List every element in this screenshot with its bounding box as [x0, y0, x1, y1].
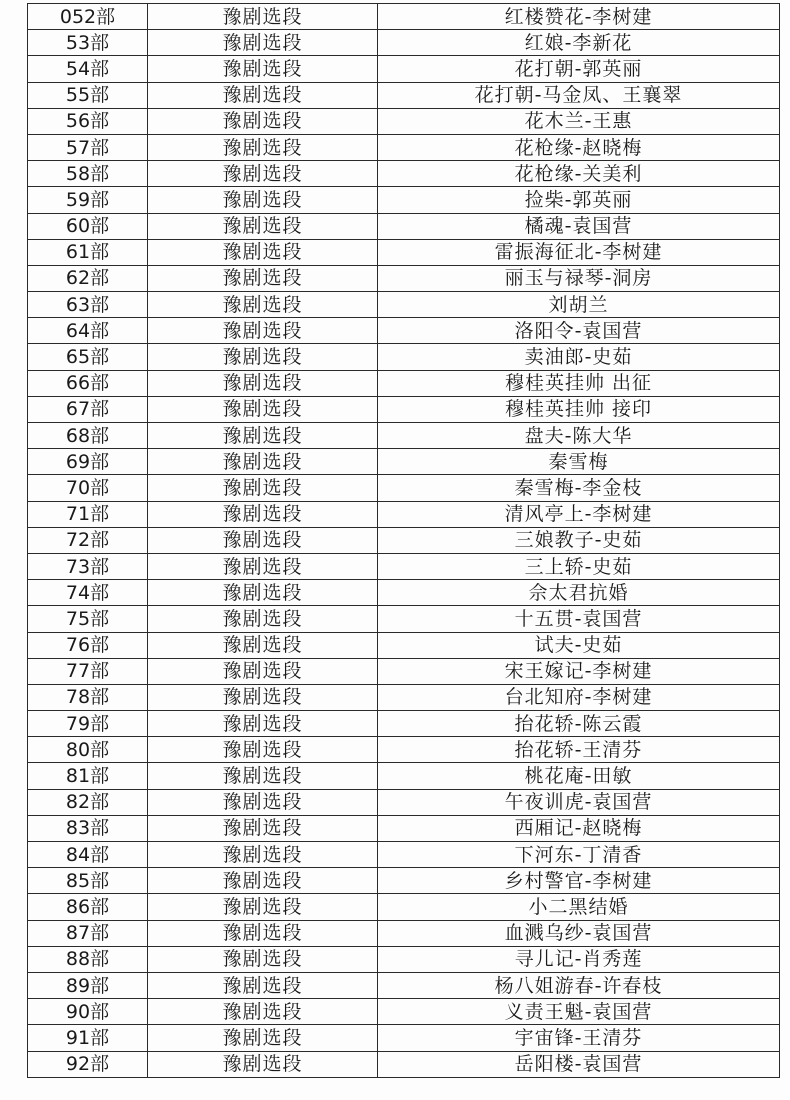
title-cell: 三娘教子-史茹 — [378, 527, 780, 553]
table-row — [28, 423, 780, 449]
title-cell: 十五贯-袁国营 — [378, 606, 780, 632]
table-row — [28, 946, 780, 972]
genre-cell: 豫剧选段 — [148, 475, 378, 501]
part-number-cell: 74部 — [28, 580, 148, 606]
genre-cell: 豫剧选段 — [148, 30, 378, 56]
part-number-cell: 84部 — [28, 842, 148, 868]
genre-cell: 豫剧选段 — [148, 946, 378, 972]
genre-cell: 豫剧选段 — [148, 658, 378, 684]
part-number-cell: 58部 — [28, 161, 148, 187]
title-cell: 花打朝-马金凤、王襄翠 — [378, 82, 780, 108]
table-row — [28, 161, 780, 187]
title-cell: 血溅乌纱-袁国营 — [378, 920, 780, 946]
table-row — [28, 999, 780, 1025]
table-row — [28, 370, 780, 396]
title-cell: 清风亭上-李树建 — [378, 501, 780, 527]
part-number-cell: 59部 — [28, 187, 148, 213]
title-cell: 下河东-丁清香 — [378, 842, 780, 868]
table-row — [28, 56, 780, 82]
genre-cell: 豫剧选段 — [148, 711, 378, 737]
genre-cell: 豫剧选段 — [148, 789, 378, 815]
table-row — [28, 213, 780, 239]
table-row — [28, 894, 780, 920]
part-number-cell: 60部 — [28, 213, 148, 239]
part-number-cell: 82部 — [28, 789, 148, 815]
title-cell: 试夫-史茹 — [378, 632, 780, 658]
part-number-cell: 69部 — [28, 449, 148, 475]
genre-cell: 豫剧选段 — [148, 580, 378, 606]
table-row — [28, 239, 780, 265]
genre-cell: 豫剧选段 — [148, 763, 378, 789]
genre-cell: 豫剧选段 — [148, 1051, 378, 1077]
genre-cell: 豫剧选段 — [148, 737, 378, 763]
title-cell: 杨八姐游春-许春枝 — [378, 972, 780, 998]
table-row — [28, 265, 780, 291]
genre-cell: 豫剧选段 — [148, 606, 378, 632]
genre-cell: 豫剧选段 — [148, 187, 378, 213]
part-number-cell: 79部 — [28, 711, 148, 737]
genre-cell: 豫剧选段 — [148, 894, 378, 920]
genre-cell: 豫剧选段 — [148, 239, 378, 265]
title-cell: 义责王魁-袁国营 — [378, 999, 780, 1025]
part-number-cell: 83部 — [28, 815, 148, 841]
genre-cell: 豫剧选段 — [148, 161, 378, 187]
title-cell: 刘胡兰 — [378, 292, 780, 318]
genre-cell: 豫剧选段 — [148, 1025, 378, 1051]
table-row — [28, 527, 780, 553]
title-cell: 洛阳令-袁国营 — [378, 318, 780, 344]
genre-cell: 豫剧选段 — [148, 999, 378, 1025]
table-row — [28, 632, 780, 658]
part-number-cell: 87部 — [28, 920, 148, 946]
table-row — [28, 868, 780, 894]
table-row — [28, 82, 780, 108]
table-row — [28, 684, 780, 710]
genre-cell: 豫剧选段 — [148, 527, 378, 553]
part-number-cell: 81部 — [28, 763, 148, 789]
genre-cell: 豫剧选段 — [148, 82, 378, 108]
title-cell: 花枪缘-关美利 — [378, 161, 780, 187]
table-row — [28, 1025, 780, 1051]
title-cell: 岳阳楼-袁国营 — [378, 1051, 780, 1077]
part-number-cell: 77部 — [28, 658, 148, 684]
title-cell: 红娘-李新花 — [378, 30, 780, 56]
genre-cell: 豫剧选段 — [148, 265, 378, 291]
table-row — [28, 396, 780, 422]
part-number-cell: 75部 — [28, 606, 148, 632]
genre-cell: 豫剧选段 — [148, 815, 378, 841]
table-row — [28, 187, 780, 213]
genre-cell: 豫剧选段 — [148, 370, 378, 396]
part-number-cell: 63部 — [28, 292, 148, 318]
part-number-cell: 57部 — [28, 134, 148, 160]
part-number-cell: 65部 — [28, 344, 148, 370]
genre-cell: 豫剧选段 — [148, 344, 378, 370]
part-number-cell: 89部 — [28, 972, 148, 998]
title-cell: 橘魂-袁国营 — [378, 213, 780, 239]
part-number-cell: 90部 — [28, 999, 148, 1025]
table-row — [28, 318, 780, 344]
table-row — [28, 30, 780, 56]
title-cell: 西厢记-赵晓梅 — [378, 815, 780, 841]
title-cell: 桃花庵-田敏 — [378, 763, 780, 789]
part-number-cell: 71部 — [28, 501, 148, 527]
genre-cell: 豫剧选段 — [148, 423, 378, 449]
genre-cell: 豫剧选段 — [148, 56, 378, 82]
title-cell: 穆桂英挂帅 接印 — [378, 396, 780, 422]
title-cell: 花木兰-王惠 — [378, 108, 780, 134]
title-cell: 花打朝-郭英丽 — [378, 56, 780, 82]
part-number-cell: 62部 — [28, 265, 148, 291]
genre-cell: 豫剧选段 — [148, 292, 378, 318]
title-cell: 卖油郎-史茹 — [378, 344, 780, 370]
table-row — [28, 737, 780, 763]
part-number-cell: 72部 — [28, 527, 148, 553]
title-cell: 盘夫-陈大华 — [378, 423, 780, 449]
part-number-cell: 76部 — [28, 632, 148, 658]
part-number-cell: 052部 — [28, 4, 148, 30]
genre-cell: 豫剧选段 — [148, 632, 378, 658]
part-number-cell: 53部 — [28, 30, 148, 56]
table-row — [28, 815, 780, 841]
genre-cell: 豫剧选段 — [148, 972, 378, 998]
part-number-cell: 85部 — [28, 868, 148, 894]
part-number-cell: 92部 — [28, 1051, 148, 1077]
table-row — [28, 580, 780, 606]
table-row — [28, 658, 780, 684]
part-number-cell: 73部 — [28, 553, 148, 579]
title-cell: 抬花轿-陈云霞 — [378, 711, 780, 737]
title-cell: 乡村警官-李树建 — [378, 868, 780, 894]
title-cell: 雷振海征北-李树建 — [378, 239, 780, 265]
title-cell: 穆桂英挂帅 出征 — [378, 370, 780, 396]
part-number-cell: 64部 — [28, 318, 148, 344]
genre-cell: 豫剧选段 — [148, 318, 378, 344]
table-row — [28, 344, 780, 370]
table-row — [28, 920, 780, 946]
table-row — [28, 4, 780, 30]
table-row — [28, 134, 780, 160]
title-cell: 三上轿-史茹 — [378, 553, 780, 579]
catalog-table-body — [28, 4, 780, 1078]
title-cell: 宋王嫁记-李树建 — [378, 658, 780, 684]
table-row — [28, 292, 780, 318]
part-number-cell: 91部 — [28, 1025, 148, 1051]
title-cell: 寻儿记-肖秀莲 — [378, 946, 780, 972]
title-cell: 花枪缘-赵晓梅 — [378, 134, 780, 160]
part-number-cell: 61部 — [28, 239, 148, 265]
part-number-cell: 78部 — [28, 684, 148, 710]
genre-cell: 豫剧选段 — [148, 134, 378, 160]
title-cell: 红楼赞花-李树建 — [378, 4, 780, 30]
title-cell: 宇宙锋-王清芬 — [378, 1025, 780, 1051]
genre-cell: 豫剧选段 — [148, 868, 378, 894]
table-row — [28, 108, 780, 134]
table-row — [28, 711, 780, 737]
genre-cell: 豫剧选段 — [148, 920, 378, 946]
genre-cell: 豫剧选段 — [148, 396, 378, 422]
genre-cell: 豫剧选段 — [148, 684, 378, 710]
title-cell: 秦雪梅-李金枝 — [378, 475, 780, 501]
title-cell: 抬花轿-王清芬 — [378, 737, 780, 763]
genre-cell: 豫剧选段 — [148, 213, 378, 239]
table-row — [28, 475, 780, 501]
part-number-cell: 70部 — [28, 475, 148, 501]
part-number-cell: 80部 — [28, 737, 148, 763]
table-row — [28, 606, 780, 632]
title-cell: 小二黑结婚 — [378, 894, 780, 920]
table-row — [28, 842, 780, 868]
genre-cell: 豫剧选段 — [148, 108, 378, 134]
table-row — [28, 449, 780, 475]
genre-cell: 豫剧选段 — [148, 553, 378, 579]
genre-cell: 豫剧选段 — [148, 449, 378, 475]
title-cell: 佘太君抗婚 — [378, 580, 780, 606]
table-row — [28, 789, 780, 815]
genre-cell: 豫剧选段 — [148, 842, 378, 868]
table-row — [28, 1051, 780, 1077]
part-number-cell: 86部 — [28, 894, 148, 920]
part-number-cell: 54部 — [28, 56, 148, 82]
part-number-cell: 56部 — [28, 108, 148, 134]
part-number-cell: 66部 — [28, 370, 148, 396]
table-row — [28, 501, 780, 527]
part-number-cell: 68部 — [28, 423, 148, 449]
opera-catalog-table — [27, 3, 780, 1078]
title-cell: 午夜训虎-袁国营 — [378, 789, 780, 815]
part-number-cell: 55部 — [28, 82, 148, 108]
genre-cell: 豫剧选段 — [148, 501, 378, 527]
genre-cell: 豫剧选段 — [148, 4, 378, 30]
part-number-cell: 67部 — [28, 396, 148, 422]
table-row — [28, 553, 780, 579]
table-row — [28, 763, 780, 789]
table-row — [28, 972, 780, 998]
part-number-cell: 88部 — [28, 946, 148, 972]
title-cell: 丽玉与禄琴-洞房 — [378, 265, 780, 291]
title-cell: 秦雪梅 — [378, 449, 780, 475]
title-cell: 捡柴-郭英丽 — [378, 187, 780, 213]
title-cell: 台北知府-李树建 — [378, 684, 780, 710]
